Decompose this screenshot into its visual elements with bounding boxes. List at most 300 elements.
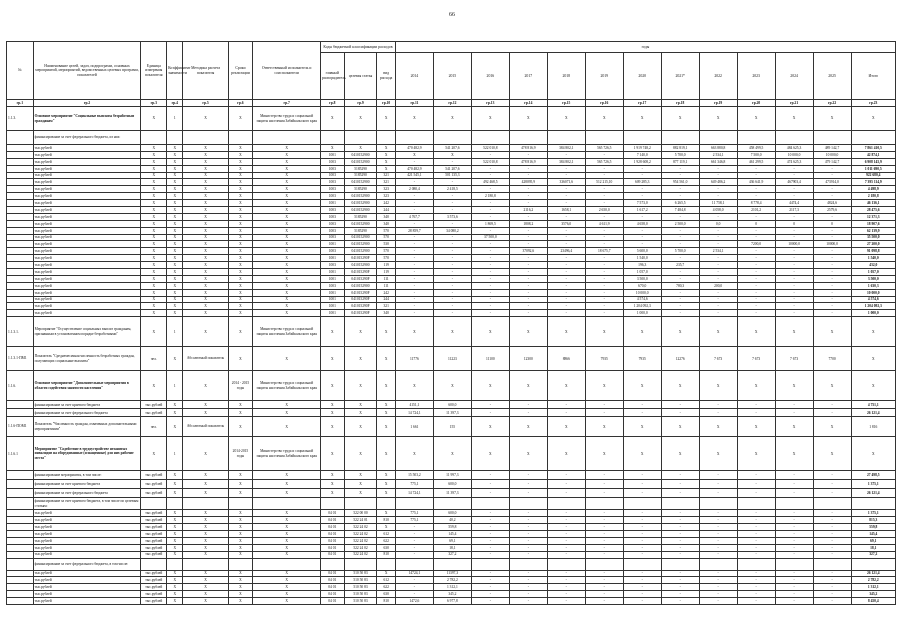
table-row xyxy=(7,480,896,489)
table-cell: X xyxy=(141,207,167,214)
table-cell: - xyxy=(585,275,623,282)
table-row xyxy=(7,510,896,517)
table-cell: тыс.рублей xyxy=(33,530,141,537)
header-code-col: целевая статья xyxy=(344,53,377,100)
table-cell: 04 01 xyxy=(321,570,345,577)
table-row xyxy=(7,303,896,310)
table-cell: - xyxy=(737,401,775,409)
table-cell: 340 xyxy=(377,213,396,220)
table-cell: 26 121,4 xyxy=(851,489,895,498)
table-cell: - xyxy=(699,303,737,310)
table-cell: 18 675,7 xyxy=(585,248,623,255)
table-cell xyxy=(141,498,167,510)
table-cell: X xyxy=(183,165,228,172)
table-cell: X xyxy=(321,107,345,131)
table-cell: X xyxy=(321,480,345,489)
table-cell: - xyxy=(661,401,699,409)
column-number: гр.13 xyxy=(471,100,509,107)
table-cell: 1 816 xyxy=(851,417,895,437)
table-cell: - xyxy=(471,248,509,255)
table-cell: X xyxy=(183,227,228,234)
column-number: гр.19 xyxy=(699,100,737,107)
table-cell: X xyxy=(183,275,228,282)
table-cell xyxy=(585,498,623,510)
row-title: Основное мероприятие "Дополнительные мероприятия в области содействия занятости населения" xyxy=(33,371,141,401)
table-cell: 345,2 xyxy=(851,591,895,598)
table-row xyxy=(7,186,896,193)
table-cell: X xyxy=(737,417,775,437)
table-cell: - xyxy=(775,289,813,296)
table-cell: X xyxy=(344,145,377,152)
table-cell: 2579,6 xyxy=(813,207,851,214)
table-cell xyxy=(775,558,813,570)
table-cell: - xyxy=(813,489,851,498)
table-cell: 0410152900 xyxy=(344,220,377,227)
table-cell: 1 204 092,3 xyxy=(623,303,661,310)
table-cell: - xyxy=(813,570,851,577)
table-cell: 041015290F xyxy=(344,289,377,296)
table-cell: - xyxy=(509,227,547,234)
table-cell: X xyxy=(813,417,851,437)
table-cell: 478 816,9 xyxy=(509,145,547,152)
table-cell: X xyxy=(183,480,228,489)
table-cell: - xyxy=(699,471,737,480)
table-cell: - xyxy=(623,186,661,193)
table-cell: 474 625,3 xyxy=(775,158,813,165)
table-cell: 510 50 83 xyxy=(344,591,377,598)
table-cell: X xyxy=(167,186,183,193)
table-row xyxy=(7,517,896,524)
table-cell: - xyxy=(509,510,547,517)
table-cell: X xyxy=(167,524,183,531)
table-cell: - xyxy=(395,544,433,551)
table-cell: - xyxy=(661,489,699,498)
table-cell: 5185290 xyxy=(344,186,377,193)
table-cell: - xyxy=(585,480,623,489)
table-cell: - xyxy=(395,248,433,255)
page-number: 66 xyxy=(449,12,455,18)
table-cell: 7700 xyxy=(813,347,851,371)
table-row xyxy=(7,417,896,437)
table-cell: X xyxy=(321,489,345,498)
table-cell: X xyxy=(141,172,167,179)
table-cell: 1003 xyxy=(321,172,345,179)
table-cell: X xyxy=(661,417,699,437)
table-cell: 522 24 02 xyxy=(344,537,377,544)
table-cell: 1 375,1 xyxy=(851,510,895,517)
table-cell: - xyxy=(471,544,509,551)
table-cell: - xyxy=(395,207,433,214)
table-cell: 780,3 xyxy=(661,282,699,289)
column-number: гр.7 xyxy=(253,100,321,107)
table-cell: - xyxy=(585,262,623,269)
table-cell: X xyxy=(253,241,321,248)
table-cell: 28 475,6 xyxy=(851,207,895,214)
table-cell: - xyxy=(509,530,547,537)
table-cell: 0410152900 xyxy=(344,179,377,186)
table-cell: - xyxy=(737,193,775,200)
table-cell: тыс.рублей xyxy=(33,577,141,584)
table-cell: - xyxy=(775,524,813,531)
table-cell: - xyxy=(623,227,661,234)
table-cell: 489 142,7 xyxy=(813,145,851,152)
table-cell: 69,1 xyxy=(433,537,471,544)
table-cell xyxy=(813,498,851,510)
table-cell xyxy=(775,131,813,145)
table-cell: X xyxy=(228,517,253,524)
table-cell: - xyxy=(699,480,737,489)
table-cell: 7 500,0 xyxy=(737,151,775,158)
table-cell: - xyxy=(585,289,623,296)
table-cell: 565 726,5 xyxy=(585,145,623,152)
table-cell: 877 119,1 xyxy=(661,158,699,165)
table-cell xyxy=(395,498,433,510)
table-cell xyxy=(661,498,699,510)
table-cell: X xyxy=(228,151,253,158)
table-cell: - xyxy=(509,255,547,262)
table-cell: X xyxy=(167,289,183,296)
table-cell: - xyxy=(699,213,737,220)
table-cell: - xyxy=(737,269,775,276)
table-cell: X xyxy=(228,241,253,248)
table-cell: - xyxy=(699,517,737,524)
table-cell: 2014 - 2015 годы xyxy=(228,371,253,401)
table-row xyxy=(7,179,896,186)
table-cell: 1001 xyxy=(321,275,345,282)
table-cell: X xyxy=(141,262,167,269)
header-year: 2022 xyxy=(699,53,737,100)
table-cell: X xyxy=(167,537,183,544)
table-cell xyxy=(167,131,183,145)
table-cell: - xyxy=(395,577,433,584)
table-cell: - xyxy=(775,598,813,605)
table-cell: 470 482,9 xyxy=(395,145,433,152)
table-cell xyxy=(7,241,34,248)
table-cell: X xyxy=(228,417,253,437)
table-row xyxy=(7,409,896,417)
table-cell xyxy=(7,537,34,544)
table-cell: - xyxy=(395,220,433,227)
table-cell: 1658,1 xyxy=(547,207,585,214)
table-cell xyxy=(7,544,34,551)
table-cell xyxy=(7,598,34,605)
table-cell: - xyxy=(775,517,813,524)
table-cell: - xyxy=(395,584,433,591)
table-cell: 041015290F xyxy=(344,303,377,310)
table-cell: X xyxy=(167,409,183,417)
row-number: 1.1.6. xyxy=(7,371,34,401)
table-cell: X xyxy=(253,207,321,214)
table-cell: 155 xyxy=(433,417,471,437)
table-cell: - xyxy=(661,544,699,551)
table-cell: 2 418,5 xyxy=(433,186,471,193)
table-cell: - xyxy=(623,584,661,591)
table-cell: X xyxy=(344,489,377,498)
table-cell: - xyxy=(775,577,813,584)
table-cell xyxy=(321,131,345,145)
responsible: Министерство труда и социальной защиты населения Забайкальского края xyxy=(253,107,321,131)
table-cell: 670,0 xyxy=(623,282,661,289)
table-cell: X xyxy=(228,248,253,255)
table-cell xyxy=(699,131,737,145)
table-cell: 1001 xyxy=(321,255,345,262)
table-cell: - xyxy=(509,471,547,480)
table-cell: 12 371,3 xyxy=(851,213,895,220)
table-cell: 1003 xyxy=(321,193,345,200)
table-cell: 041015290F xyxy=(344,275,377,282)
table-row xyxy=(7,524,896,531)
header-year: 2017 xyxy=(509,53,547,100)
table-cell: 1 312,1 xyxy=(433,584,471,591)
table-cell: - xyxy=(775,537,813,544)
table-cell: - xyxy=(699,310,737,317)
table-row xyxy=(7,551,896,558)
table-cell: X xyxy=(141,317,167,347)
table-cell: 321 xyxy=(377,172,396,179)
table-cell xyxy=(7,262,34,269)
table-cell: 7 395 114,9 xyxy=(851,179,895,186)
table-cell: - xyxy=(509,577,547,584)
table-cell: - xyxy=(547,262,585,269)
table-cell: - xyxy=(661,537,699,544)
table-cell: - xyxy=(509,409,547,417)
table-cell: X xyxy=(228,227,253,234)
table-cell: 1003 xyxy=(321,179,345,186)
table-cell: тыс.рублей xyxy=(33,207,141,214)
table-cell: - xyxy=(471,401,509,409)
table-cell: 1003 xyxy=(321,262,345,269)
table-cell xyxy=(851,131,895,145)
table-cell: X xyxy=(661,371,699,401)
table-cell: X xyxy=(321,401,345,409)
table-cell: 04 01 xyxy=(321,591,345,598)
table-cell: - xyxy=(661,275,699,282)
table-cell: - xyxy=(509,310,547,317)
table-cell: 4824,6 xyxy=(813,200,851,207)
table-cell: - xyxy=(775,172,813,179)
table-cell: 1 928 608,2 xyxy=(623,158,661,165)
table-cell: 522 24 02 xyxy=(344,530,377,537)
table-cell: X xyxy=(167,241,183,248)
table-cell: - xyxy=(585,537,623,544)
table-cell: 421 545,1 xyxy=(395,172,433,179)
table-row xyxy=(7,558,896,570)
table-cell: X xyxy=(395,317,433,347)
table-cell: - xyxy=(775,510,813,517)
table-cell: - xyxy=(585,186,623,193)
table-cell: - xyxy=(433,200,471,207)
table-cell: - xyxy=(585,524,623,531)
table-cell: - xyxy=(547,200,585,207)
table-cell: - xyxy=(471,213,509,220)
table-cell: - xyxy=(623,537,661,544)
table-cell: тыс.рублей xyxy=(33,537,141,544)
table-cell: X xyxy=(547,371,585,401)
table-cell: 11 397,3 xyxy=(433,409,471,417)
table-cell: 565 726,5 xyxy=(585,158,623,165)
table-cell: - xyxy=(775,310,813,317)
table-cell: X xyxy=(253,227,321,234)
table-cell: 1 869,5 xyxy=(471,220,509,227)
table-cell: 522 24 02 xyxy=(344,524,377,531)
table-cell: - xyxy=(509,282,547,289)
table-cell: 2116,2 xyxy=(509,207,547,214)
table-cell: X xyxy=(167,489,183,498)
table-cell: тыс.рублей xyxy=(141,471,167,480)
table-cell: - xyxy=(661,584,699,591)
table-cell: 5 700,0 xyxy=(661,248,699,255)
table-cell xyxy=(699,558,737,570)
table-cell: X xyxy=(183,289,228,296)
table-cell: 1 540,0 xyxy=(851,255,895,262)
table-cell: - xyxy=(433,310,471,317)
table-cell: X xyxy=(737,107,775,131)
table-cell: - xyxy=(699,275,737,282)
table-cell: X xyxy=(167,417,183,437)
table-cell: 69,1 xyxy=(851,537,895,544)
table-row xyxy=(7,289,896,296)
header-coef: Коэффициент значимости xyxy=(167,42,183,100)
table-cell: X xyxy=(253,598,321,605)
table-cell: финансирование за счет федерального бюджета, в том числе: xyxy=(33,558,141,570)
table-cell: 111 xyxy=(377,275,396,282)
responsible: Министерство труда и социальной защиты населения Забайкальского края xyxy=(253,317,321,347)
table-cell: X xyxy=(141,269,167,276)
table-cell xyxy=(509,558,547,570)
table-cell: X xyxy=(183,179,228,186)
table-cell: - xyxy=(585,510,623,517)
table-cell: X xyxy=(377,317,396,347)
table-cell xyxy=(344,498,377,510)
table-cell: 775,1 xyxy=(395,517,433,524)
table-cell: X xyxy=(699,417,737,437)
table-cell: 1003 xyxy=(321,186,345,193)
table-cell: 323 xyxy=(377,186,396,193)
table-cell: - xyxy=(585,241,623,248)
table-cell: финансирование за счет краевого бюджета xyxy=(33,401,141,409)
table-cell: - xyxy=(813,269,851,276)
table-cell: 775,1 xyxy=(395,510,433,517)
table-cell: 432,0 xyxy=(851,262,895,269)
table-cell: - xyxy=(509,200,547,207)
table-cell xyxy=(471,558,509,570)
table-cell xyxy=(183,558,228,570)
table-cell: - xyxy=(813,584,851,591)
table-cell: X xyxy=(183,544,228,551)
table-cell: - xyxy=(471,480,509,489)
table-cell: X xyxy=(183,598,228,605)
table-cell: 570 xyxy=(377,255,396,262)
table-cell: X xyxy=(321,409,345,417)
table-cell: 428095,9 xyxy=(509,179,547,186)
table-cell: - xyxy=(737,296,775,303)
table-cell xyxy=(7,282,34,289)
table-cell: - xyxy=(623,570,661,577)
table-cell: тыс.рублей xyxy=(33,289,141,296)
table-cell: X xyxy=(813,371,851,401)
table-cell: X xyxy=(253,409,321,417)
column-number: гр.11 xyxy=(395,100,433,107)
table-cell: X xyxy=(228,598,253,605)
table-cell: - xyxy=(623,193,661,200)
table-cell: X xyxy=(377,417,396,437)
table-cell: 14 724,1 xyxy=(395,409,433,417)
table-cell: 7 673 xyxy=(775,347,813,371)
budget-table xyxy=(6,41,896,605)
table-cell: - xyxy=(547,310,585,317)
table-cell: X xyxy=(851,107,895,131)
table-cell: X xyxy=(253,275,321,282)
table-cell: X xyxy=(377,371,396,401)
table-cell: - xyxy=(699,530,737,537)
table-cell: - xyxy=(661,524,699,531)
table-cell: 510 50 83 xyxy=(344,598,377,605)
table-cell: 35 500,0 xyxy=(851,234,895,241)
table-cell: 559,8 xyxy=(851,524,895,531)
table-row xyxy=(7,598,896,605)
table-cell: тыс.рублей xyxy=(33,275,141,282)
table-cell: X xyxy=(623,107,661,131)
table-cell: X xyxy=(775,417,813,437)
table-cell xyxy=(321,498,345,510)
table-cell: 661 346,8 xyxy=(699,158,737,165)
table-cell: X xyxy=(253,179,321,186)
table-cell xyxy=(623,558,661,570)
table-cell: - xyxy=(509,598,547,605)
table-cell: 1 xyxy=(167,371,183,401)
table-cell: - xyxy=(547,151,585,158)
table-cell: X xyxy=(228,537,253,544)
table-cell: - xyxy=(395,296,433,303)
table-cell: - xyxy=(509,172,547,179)
table-cell: X xyxy=(253,200,321,207)
table-cell: - xyxy=(433,255,471,262)
table-cell: X xyxy=(433,151,471,158)
table-cell: 1 xyxy=(167,107,183,131)
column-number: гр.1 xyxy=(7,100,34,107)
table-cell: тыс.рублей xyxy=(33,296,141,303)
table-cell: X xyxy=(183,200,228,207)
header-year: Итого xyxy=(851,53,895,100)
table-cell: X xyxy=(167,227,183,234)
table-cell: - xyxy=(509,584,547,591)
table-cell xyxy=(7,248,34,255)
table-cell: X xyxy=(851,347,895,371)
table-cell: X xyxy=(183,158,228,165)
table-cell xyxy=(7,409,34,417)
table-cell: 630 xyxy=(377,591,396,598)
table-cell: 810 xyxy=(377,517,396,524)
table-cell: 510 50 83 xyxy=(344,584,377,591)
table-cell: - xyxy=(509,165,547,172)
table-cell: - xyxy=(585,409,623,417)
table-cell: X xyxy=(395,151,433,158)
table-cell: - xyxy=(433,179,471,186)
table-cell: X xyxy=(228,544,253,551)
table-cell: - xyxy=(395,303,433,310)
table-cell: 2 080,4 xyxy=(395,186,433,193)
table-cell: X xyxy=(321,347,345,371)
table-cell: 37092,6 xyxy=(509,248,547,255)
table-cell: - xyxy=(471,241,509,248)
table-cell: тыс.рублей xyxy=(33,227,141,234)
table-cell: - xyxy=(585,172,623,179)
table-cell: тыс.рублей xyxy=(33,234,141,241)
table-cell: X xyxy=(183,551,228,558)
table-cell: X xyxy=(253,530,321,537)
table-cell: 10 000,0 xyxy=(851,289,895,296)
table-cell: X xyxy=(183,401,228,409)
